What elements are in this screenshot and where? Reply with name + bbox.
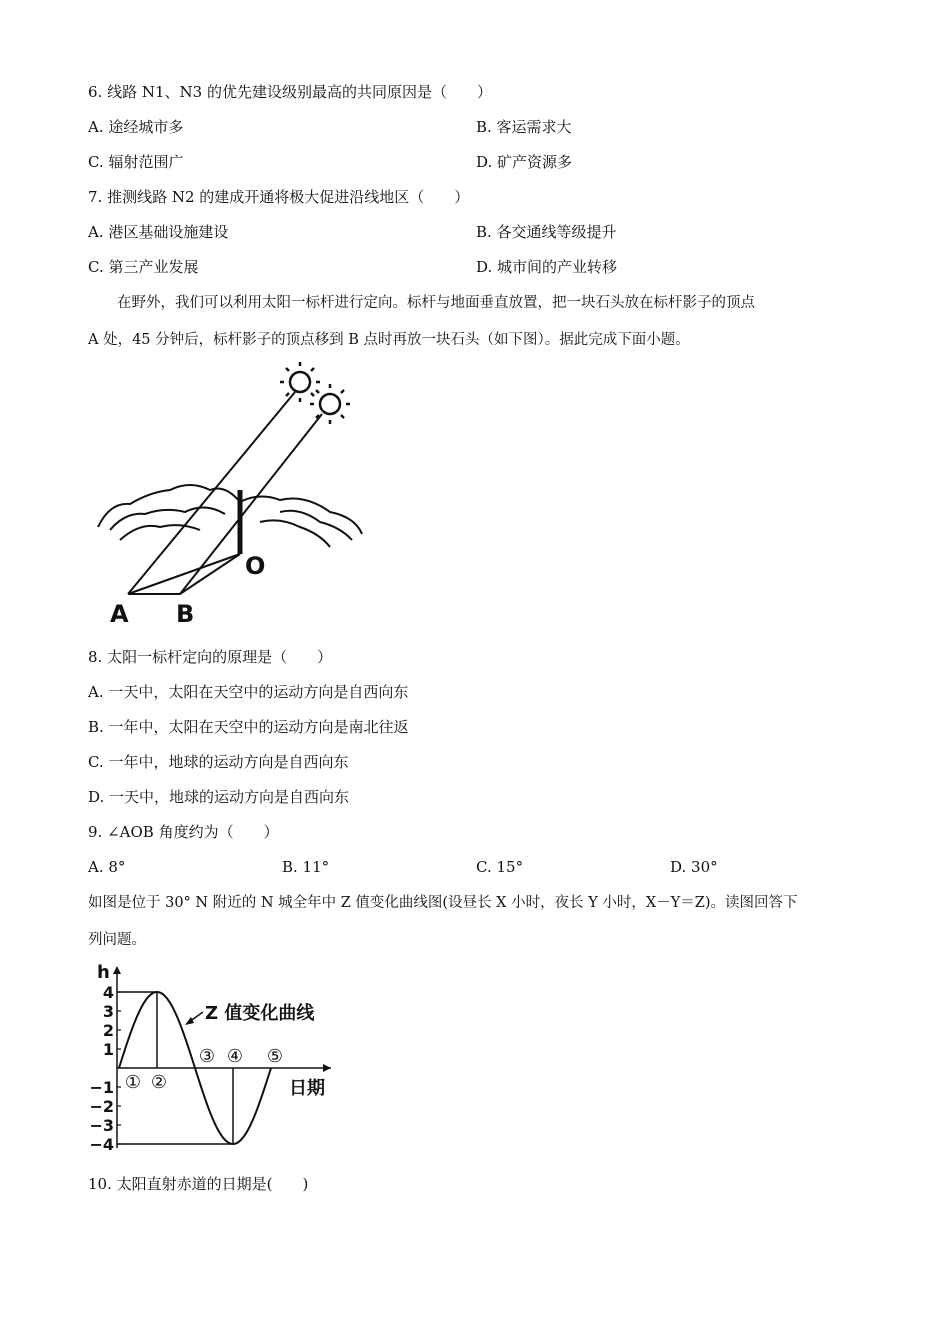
q10-stem: 10. 太阳直射赤道的日期是( ) bbox=[88, 1175, 309, 1193]
shadow-line-ob bbox=[180, 554, 240, 594]
sun-icon bbox=[280, 362, 320, 402]
y-tick-label: 2 bbox=[102, 1021, 114, 1040]
y-tick-label: −4 bbox=[89, 1135, 114, 1154]
y-tick-label: −2 bbox=[89, 1097, 114, 1116]
q8-option-c: C. 一年中，地球的运动方向是自西向东 bbox=[88, 753, 349, 771]
label-b: B bbox=[176, 600, 195, 628]
q9-stem: 9. ∠AOB 角度约为（ ） bbox=[88, 823, 279, 841]
q6-option-d: D. 矿产资源多 bbox=[476, 153, 573, 171]
curve-label-arrowhead bbox=[185, 1017, 194, 1025]
y-axis-arrow bbox=[113, 966, 121, 974]
q9-option-d: D. 30° bbox=[670, 858, 718, 876]
point-label-3: ③ bbox=[198, 1046, 216, 1067]
passage1-line2: A 处，45 分钟后，标杆影子的顶点移到 B 点时再放一块石头（如下图）。据此完成下面小题。 bbox=[88, 332, 690, 348]
y-tick-label: 1 bbox=[102, 1040, 114, 1059]
z-value-chart bbox=[85, 962, 345, 1160]
point-label-5: ⑤ bbox=[266, 1046, 284, 1067]
y-tick-label: −3 bbox=[89, 1116, 114, 1135]
point-label-1: ① bbox=[124, 1072, 142, 1093]
passage2-line2: 列问题。 bbox=[88, 932, 146, 948]
q8-option-a: A. 一天中，太阳在天空中的运动方向是自西向东 bbox=[88, 683, 409, 701]
q8-option-d: D. 一天中，地球的运动方向是自西向东 bbox=[88, 788, 350, 806]
curve-label: Z 值变化曲线 bbox=[205, 1003, 315, 1024]
sun-pole-figure bbox=[90, 362, 380, 630]
q7-option-a: A. 港区基础设施建设 bbox=[88, 223, 229, 241]
x-axis-label: 日期 bbox=[289, 1078, 325, 1099]
mountain-outline bbox=[98, 485, 362, 547]
q7-option-c: C. 第三产业发展 bbox=[88, 258, 199, 276]
point-label-2: ② bbox=[150, 1072, 168, 1093]
q6-option-b: B. 客运需求大 bbox=[476, 118, 572, 136]
q7-option-d: D. 城市间的产业转移 bbox=[476, 258, 618, 276]
q6-option-a: A. 途经城市多 bbox=[88, 118, 184, 136]
point-label-4: ④ bbox=[226, 1046, 244, 1067]
y-tick-label: 3 bbox=[102, 1002, 114, 1021]
q8-stem: 8. 太阳一标杆定向的原理是（ ） bbox=[88, 648, 333, 666]
y-axis-label: h bbox=[97, 962, 110, 983]
q8-option-b: B. 一年中，太阳在天空中的运动方向是南北往返 bbox=[88, 718, 409, 736]
label-a: A bbox=[110, 600, 129, 628]
passage1-line1: 在野外，我们可以利用太阳一标杆进行定向。标杆与地面垂直放置，把一块石头放在标杆影子的顶点 bbox=[88, 295, 755, 311]
label-o: O bbox=[245, 552, 266, 580]
passage2-line1: 如图是位于 30° N 附近的 N 城全年中 Z 值变化曲线图(设昼长 X 小时，夜长 Y 小时，X－Y＝Z)。读图回答下 bbox=[88, 895, 798, 911]
q7-stem: 7. 推测线路 N2 的建成开通将极大促进沿线地区（ ） bbox=[88, 188, 470, 206]
q6-option-c: C. 辐射范围广 bbox=[88, 153, 184, 171]
q6-stem: 6. 线路 N1、N3 的优先建设级别最高的共同原因是（ ） bbox=[88, 83, 492, 101]
y-tick-label: −1 bbox=[89, 1078, 114, 1097]
sun-icon bbox=[310, 384, 350, 424]
q7-option-b: B. 各交通线等级提升 bbox=[476, 223, 617, 241]
x-axis-arrow bbox=[323, 1064, 331, 1072]
y-tick-label: 4 bbox=[102, 983, 114, 1002]
q9-option-b: B. 11° bbox=[282, 858, 330, 876]
q9-option-c: C. 15° bbox=[476, 858, 524, 876]
q9-option-a: A. 8° bbox=[88, 858, 126, 876]
